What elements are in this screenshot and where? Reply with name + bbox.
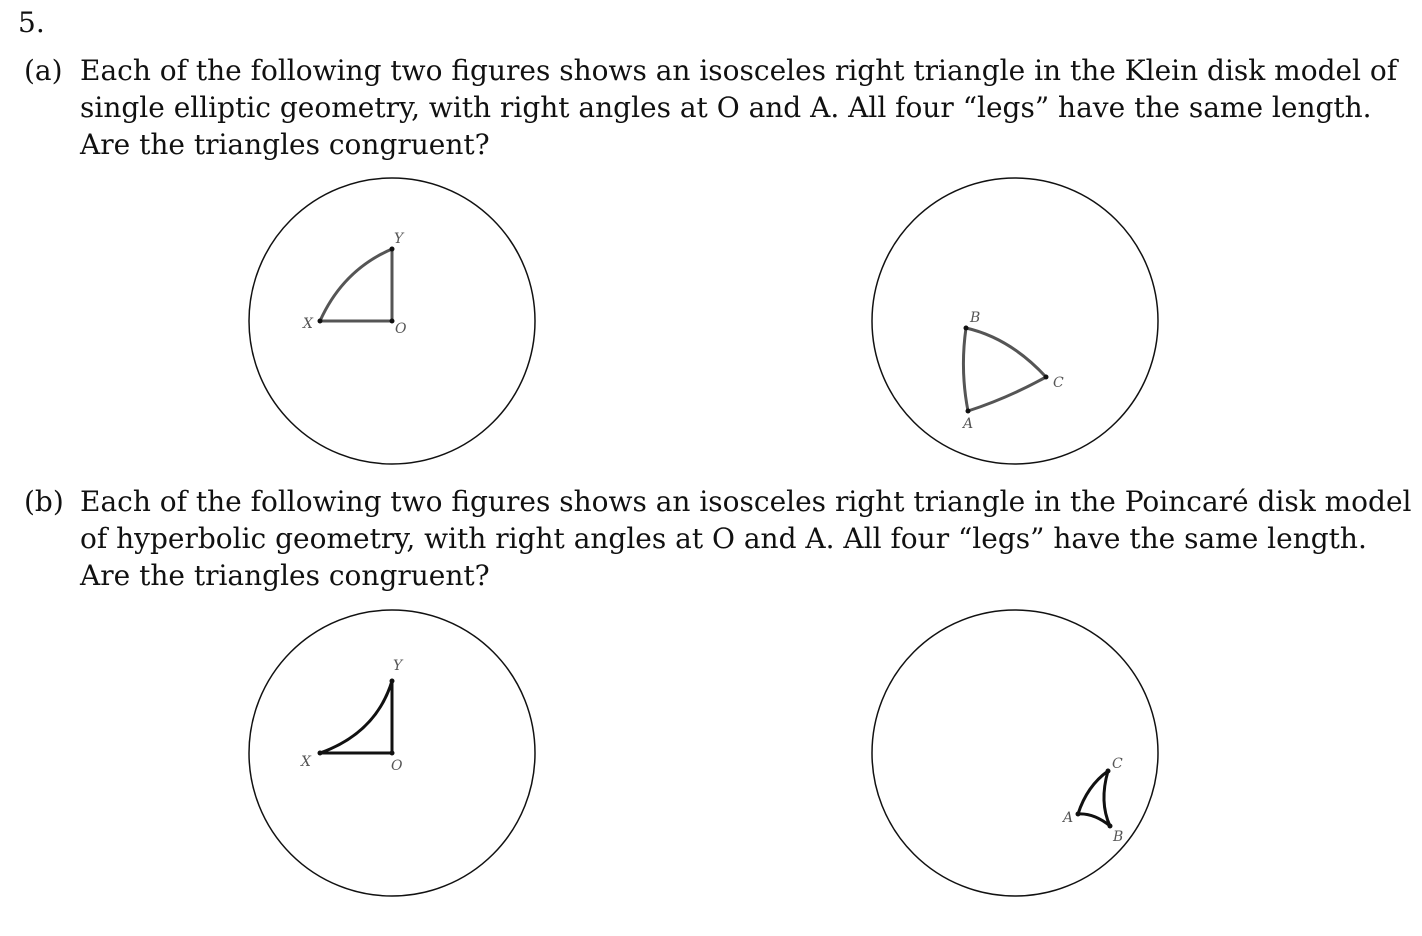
- point-a: [1076, 812, 1081, 817]
- point-a: [966, 409, 971, 414]
- label-a: A: [1063, 810, 1074, 826]
- part-a-line-2: single elliptic geometry, with right angles at O and A. All four “legs” have the same length.: [80, 91, 1372, 124]
- point-x: [318, 751, 323, 756]
- label-b: B: [1113, 829, 1124, 845]
- point-c: [1106, 769, 1111, 774]
- part-a-line-3: Are the triangles congruent?: [80, 128, 490, 161]
- label-c: C: [1112, 756, 1123, 772]
- point-y: [390, 247, 395, 252]
- point-b: [1108, 824, 1113, 829]
- klein-disk-figure-2: [872, 178, 1158, 464]
- point-x: [318, 319, 323, 324]
- label-o: O: [391, 758, 403, 774]
- label-y: Y: [394, 231, 404, 247]
- point-b: [964, 326, 969, 331]
- part-b-label: (b): [24, 485, 64, 518]
- label-y: Y: [393, 658, 403, 674]
- problem-number: 5.: [18, 6, 45, 39]
- label-x: X: [303, 316, 313, 332]
- triangle-xoy: [320, 249, 392, 321]
- part-b-line-3: Are the triangles congruent?: [80, 559, 490, 592]
- label-c: C: [1053, 375, 1064, 391]
- label-x: X: [301, 754, 311, 770]
- label-a: A: [963, 416, 974, 432]
- part-b-line-1: Each of the following two figures shows an isosceles right triangle in the Poincaré disk model: [80, 485, 1412, 518]
- label-b: B: [970, 310, 981, 326]
- disk-boundary: [872, 178, 1158, 464]
- disk-boundary: [872, 610, 1158, 896]
- triangle-abc: [1078, 771, 1110, 826]
- triangle-abc: [963, 328, 1046, 411]
- point-c: [1044, 375, 1049, 380]
- point-y: [390, 679, 395, 684]
- point-o: [390, 751, 395, 756]
- point-o: [390, 319, 395, 324]
- part-b-line-2: of hyperbolic geometry, with right angles at O and A. All four “legs” have the same length.: [80, 522, 1367, 555]
- label-o: O: [395, 321, 407, 337]
- part-a-label: (a): [24, 54, 63, 87]
- klein-disk-figure-1: [249, 178, 535, 464]
- triangle-xoy: [320, 681, 392, 753]
- poincare-disk-figure-2: [872, 610, 1158, 896]
- poincare-disk-figure-1: [249, 610, 535, 896]
- part-a-line-1: Each of the following two figures shows an isosceles right triangle in the Klein disk model of: [80, 54, 1398, 87]
